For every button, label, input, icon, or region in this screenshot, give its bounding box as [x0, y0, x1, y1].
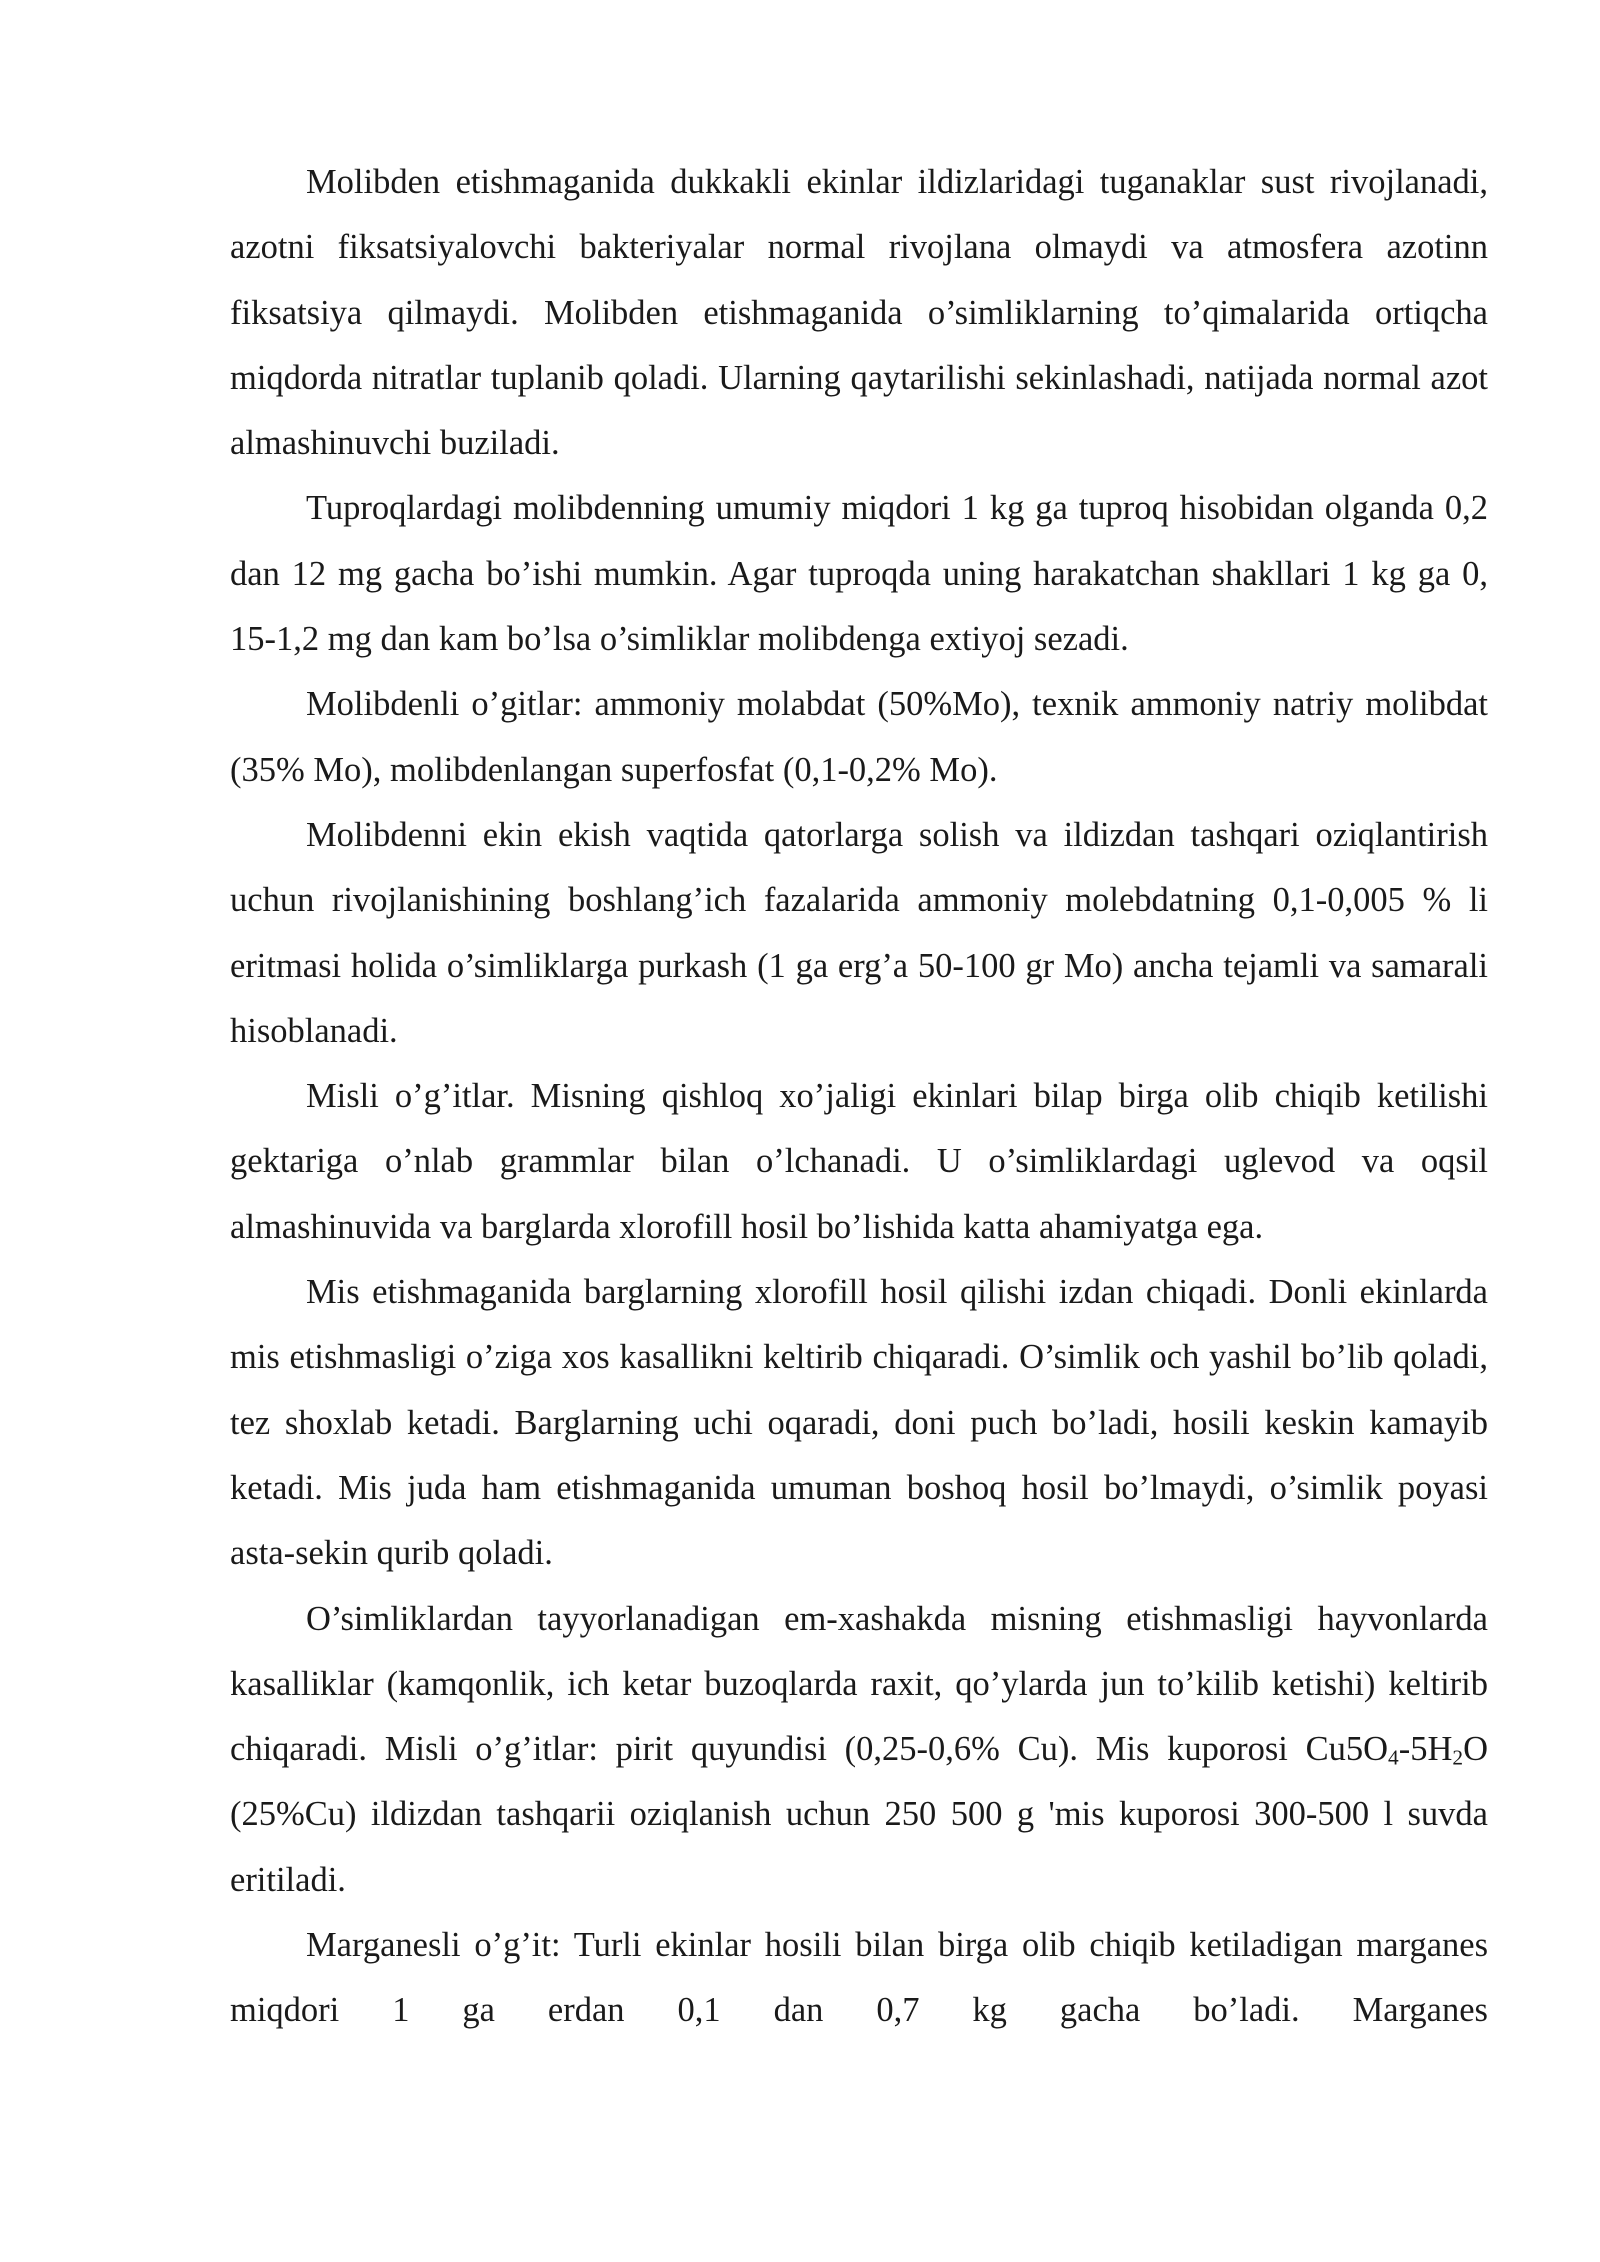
- subscript-4: 4: [1388, 1745, 1399, 1770]
- paragraph-molybdenum-deficiency: Molibden etishmaganida dukkakli ekinlar ildizlaridagi tuganaklar sust rivojlanadi, azotni fiksatsiyalovchi bakteriyalar normal rivojlana olmaydi va atmosfera azotinn fiksatsiya qilmaydi. Molibden etishmaganida o’simliklarning to’qimalarida ortiqcha miqdorda nitratlar tuplanib qoladi. Ularning qaytarilishi sekinlashadi, natijada normal azot almashinuvchi buziladi.: [230, 163, 1488, 463]
- paragraph-manganese-fertilizer: Marganesli o’g’it: Turli ekinlar hosili bilan birga olib chiqib ketiladigan marganes miqdori 1 ga erdan 0,1 dan 0,7 kg gacha bo’ladi. Marganes: [230, 1926, 1488, 2030]
- paragraph-copper-fodder: [230, 1587, 1488, 1913]
- paragraph-soil-molybdenum: Tuproqlardagi molibdenning umumiy miqdori 1 kg ga tuproq hisobidan olganda 0,2 dan 12 mg gacha bo’ishi mumkin. Agar tuproqda uning harakatchan shakllari 1 kg ga 0, 15-1,2 mg dan kam bo’lsa o’simliklar molibdenga extiyoj sezadi.: [230, 489, 1488, 659]
- para7-text-before: O’simliklardan tayyorlanadigan em-xashakda misning etishmasligi hayvonlarda kasalliklar (kamqonlik, ich ketar buzoqlarda raxit, qo’ylarda jun to’kilib ketishi) keltirib chiqaradi. Misli o’g’itlar: pirit quyundisi (0,25-0,6% Cu). Mis kuporosi Cu5O: [230, 1599, 1488, 1769]
- subscript-2: 2: [1452, 1745, 1464, 1770]
- para7-text-mid: -5H: [1398, 1730, 1453, 1769]
- paragraph-copper-fertilizers: Misli o’g’itlar. Misning qishloq xo’jaligi ekinlari bilap birga olib chiqib ketilishi gektariga o’nlab grammlar bilan o’lchanadi. U o’simliklardagi uglevod va oqsil almashinuvida va barglarda xlorofill hosil bo’lishida katta ahamiyatga ega.: [230, 1077, 1488, 1246]
- body-text: [230, 150, 1488, 2044]
- paragraph-copper-deficiency: Mis etishmaganida barglarning xlorofill hosil qilishi izdan chiqadi. Donli ekinlarda mis etishmasligi o’ziga xos kasallikni keltirib chiqaradi. O’simlik och yashil bo’lib qoladi, tez shoxlab ketadi. Barglarning uchi oqaradi, doni puch bo’ladi, hosili keskin kamayib ketadi. Mis juda ham etishmaganida umuman boshoq hosil bo’lmaydi, o’simlik poyasi asta-sekin qurib qoladi.: [230, 1273, 1488, 1573]
- paragraph-molybdenum-application: Molibdenni ekin ekish vaqtida qatorlarga solish va ildizdan tashqari oziqlantirish uchun rivojlanishining boshlang’ich fazalarida ammoniy molebdatning 0,1-0,005 % li eritmasi holida o’simliklarga purkash (1 ga erg’a 50-100 gr Mo) ancha tejamli va samarali hisoblanadi.: [230, 815, 1488, 1050]
- paragraph-molybdenum-fertilizers: Molibdenli o’gitlar: ammoniy molabdat (50%Mo), texnik ammoniy natriy molibdat (35% Mo), molibdenlangan superfosfat (0,1-0,2% Mo).: [230, 685, 1488, 789]
- para7-text-after: O (25%Cu) ildizdan tashqarii oziqlanish uchun 250 500 g 'mis kuporosi 300-500 l suvda eritiladi.: [230, 1730, 1488, 1899]
